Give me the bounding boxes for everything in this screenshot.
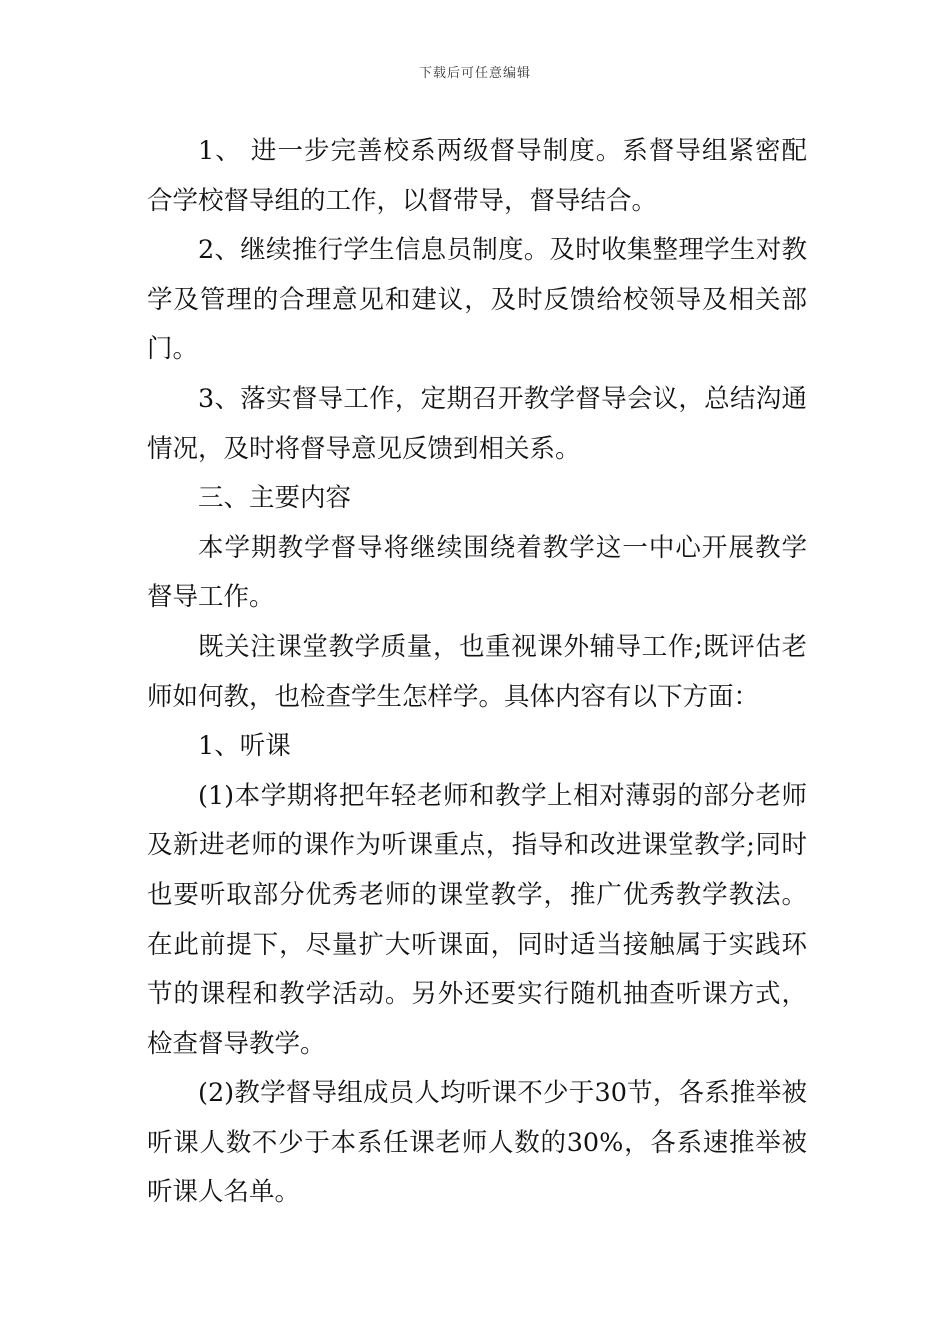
paragraph-sub-1: (1)本学期将把年轻老师和教学上相对薄弱的部分老师及新进老师的课作为听课重点，指导和改进课堂教学;同时也要听取部分优秀老师的课堂教学，推广优秀教学教法。在此前提下，尽量扩大听课面，同时适当接触属于实践环节的课程和教学活动。另外还要实行随机抽查听课方式，检查督导教学。 [147,780,807,1059]
paragraph-sub-2: (2)教学督导组成员人均听课不少于30节，各系推举被听课人数不少于本系任课老师人数的30%，各系速推举被听课人名单。 [147,1078,807,1208]
page-header: 下载后可任意编辑 [418,66,531,81]
paragraph-item-3: 3、落实督导工作，定期召开教学督导会议，总结沟通情况，及时将督导意见反馈到相关系。 [147,383,807,464]
paragraph-item-1: 1、 进一步完善校系两级督导制度。系督导组紧密配合学校督导组的工作，以督带导，督导结合。 [147,136,807,216]
paragraph-item-2: 2、继续推行学生信息员制度。及时收集整理学生对教学及管理的合理意见和建议，及时反馈给校领导及相关部门。 [147,235,807,365]
section-heading: 三、主要内容 [198,483,352,514]
paragraph-focus: 既关注课堂教学质量，也重视课外辅导工作;既评估老师如何教，也检查学生怎样学。具体内容有以下方面： [147,631,807,712]
paragraph-intro: 本学期教学督导将继续围绕着教学这一中心开展教学督导工作。 [147,532,807,613]
subheading-listening: 1、听课 [198,731,291,762]
document-body [147,127,807,1218]
